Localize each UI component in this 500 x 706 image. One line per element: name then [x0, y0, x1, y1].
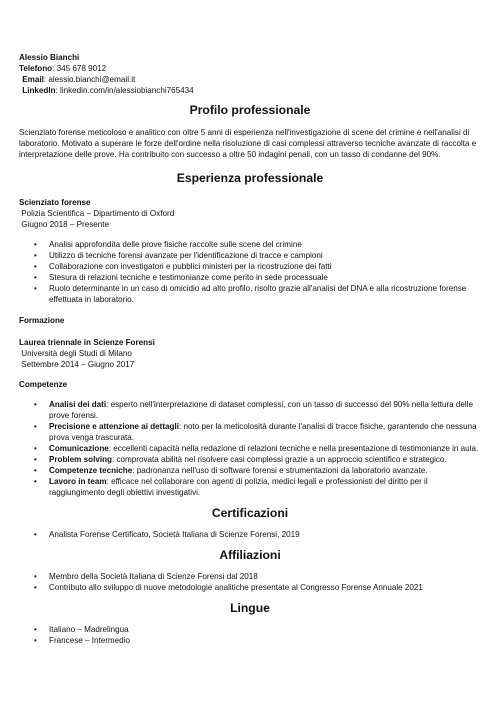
skill-text: : noto per la meticolosità durante l'analisi di tracce fisiche, garantendo che nessuna prova venga trascurata. — [49, 422, 477, 442]
certifications-list — [19, 529, 481, 540]
phone-line — [19, 63, 481, 74]
languages-list — [19, 624, 481, 646]
list-item — [19, 421, 481, 443]
certifications-section-title: Certificazioni — [211, 506, 289, 520]
languages-section-title: Lingue — [230, 601, 270, 615]
degree-title: Laurea triennale in Scienze Forensi — [19, 338, 155, 347]
list-item: • Contributo allo sviluppo di nuove metodologie analitiche presentate al Congresso Forense Annuale 2021 — [19, 582, 481, 593]
profile-summary: Scienziato forense meticoloso e analitico con oltre 5 anni di esperienza nell'investigazione di scene del crimine e nell'analisi di laboratorio. Motivato a superare le forze dell'ordine nella risoluzione di casi complessi attraverso tecniche avanzate di raccolta e interpretazione delle prove. Ha contribuito con successo a oltre 50 indagini penali, con un tasso di condanne del 90%. — [19, 128, 477, 159]
job-entry — [19, 197, 481, 230]
list-item — [19, 454, 481, 465]
affiliations-section-title: Affiliazioni — [219, 548, 281, 562]
list-item: • Francese – Intermedio — [19, 635, 481, 646]
experience-section-title: Esperienza professionale — [176, 171, 324, 185]
school-name: Università degli Studi di Milano — [21, 349, 132, 358]
linkedin-line — [19, 85, 481, 96]
list-item: • Membro della Società Italiana di Scienze Forensi dal 2018 — [19, 571, 481, 582]
list-item: • Stesura di relazioni tecniche e testimonianze come perito in sede processuale — [19, 272, 481, 283]
job-dates: Giugno 2018 – Presente — [21, 220, 109, 229]
education-dates: Settembre 2014 – Giugno 2017 — [21, 360, 135, 369]
skill-label: Lavoro in team — [49, 477, 107, 486]
education-entry — [19, 337, 481, 370]
skill-text: : efficace nel collaborare con agenti di polizia, medici legali e professionisti del diritto per il raggiungimento degli obiettivi investigativi. — [49, 477, 428, 497]
list-item: • Analista Forense Certificato, Società Italiana di Scienze Forensi, 2019 — [19, 529, 481, 540]
list-item — [19, 443, 481, 454]
candidate-name: Alessio Bianchi — [19, 53, 80, 62]
skills-list — [19, 399, 481, 498]
linkedin-label: LinkedIn — [22, 86, 56, 95]
job-employer: Polizia Scientifica – Dipartimento di Oxford — [21, 209, 175, 218]
skill-label: Precisione e attenzione ai dettagli — [49, 422, 179, 431]
affiliations-list — [19, 571, 481, 593]
skill-text: : eccellenti capacità nella redazione di relazioni tecniche e nella presentazione di testimonianze in aula. — [108, 444, 479, 453]
list-item: • Ruolo determinante in un caso di omicidio ad alto profilo, risolto grazie all'analisi del DNA e alla ricostruzione forense effettuata in laboratorio. — [19, 283, 481, 305]
school-line — [19, 348, 481, 359]
list-item — [19, 465, 481, 476]
skill-label: Problem solving — [49, 455, 112, 464]
phone-value: : 345 678 9012 — [52, 64, 107, 73]
contact-block — [19, 52, 481, 96]
skill-text: : comprovata abilità nel risolvere casi complessi grazie a un approccio scientifico e strategico. — [111, 455, 447, 464]
email-line — [19, 74, 481, 85]
email-value: : alessio.bianchi@email.it — [43, 75, 136, 84]
education-section-title: Formazione — [19, 316, 65, 325]
linkedin-value: : linkedin.com/in/alessiobianchi765434 — [55, 86, 194, 95]
education-dates-line — [19, 359, 481, 370]
list-item — [19, 399, 481, 421]
list-item: • Collaborazione con investigatori e pubblici ministeri per la ricostruzione dei fatti — [19, 261, 481, 272]
job-title: Scienziato forense — [19, 198, 91, 207]
job-dates-line — [19, 219, 481, 230]
skills-section-title: Competenze — [19, 380, 68, 389]
skill-label: Analisi dei dati — [49, 400, 107, 409]
list-item: • Utilizzo di tecniche forensi avanzate per l'identificazione di tracce e campioni — [19, 250, 481, 261]
skill-text: : esperto nell'interpretazione di dataset complessi, con un tasso di successo del 90% nella lettura delle prove forensi. — [49, 400, 473, 420]
phone-label: Telefono — [19, 64, 53, 73]
profile-section-title: Profilo professionale — [189, 103, 311, 117]
list-item: • Italiano – Madrelingua — [19, 624, 481, 635]
email-label: Email — [22, 75, 44, 84]
list-item: • Analisi approfondita delle prove fisiche raccolte sulle scene del crimine — [19, 239, 481, 250]
resume-page — [19, 52, 481, 646]
job-employer-line — [19, 208, 481, 219]
skill-label: Competenze tecniche — [49, 466, 133, 475]
job-bullet-list — [19, 239, 481, 305]
skill-text: : padronanza nell'uso di software forensi e strumentazioni da laboratorio avanzate. — [132, 466, 428, 475]
skill-label: Comunicazione — [49, 444, 109, 453]
list-item — [19, 476, 481, 498]
